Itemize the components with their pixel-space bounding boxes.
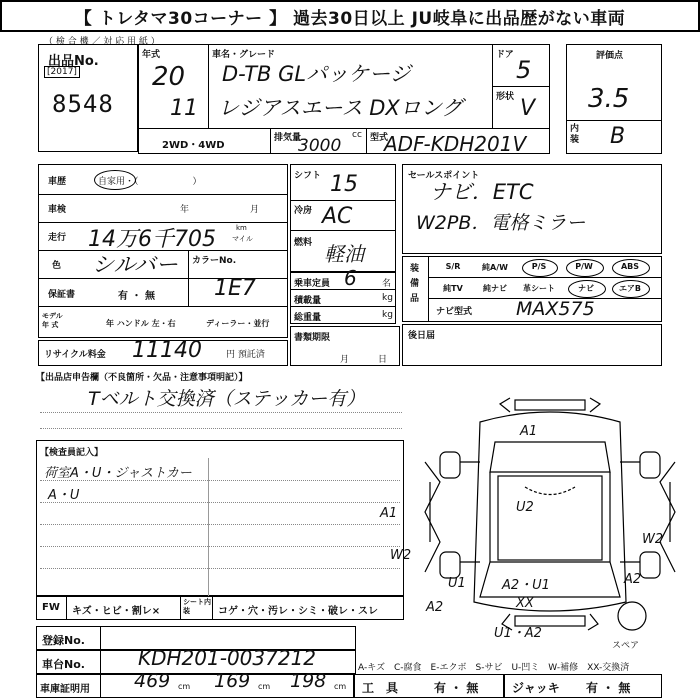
color-value: シルバー — [92, 253, 178, 278]
load-label: 積載量 — [294, 296, 322, 306]
cert-unit-2: cm — [258, 682, 271, 691]
chassis-label: 車台No. — [42, 658, 85, 671]
capacity-unit: 名 — [382, 279, 392, 289]
jack-label: ジャッキ — [512, 681, 560, 695]
damage-legend: A-キズ C-腐食 E-エクボ S-サビ U-凹ミ W-補修 XX-交換済 — [358, 663, 630, 673]
equip-navi: ナビ — [578, 284, 594, 293]
equip-airbag: エアB — [618, 284, 642, 293]
mileage-value: 14万6千705 — [88, 227, 216, 252]
cert-width: 169 — [214, 670, 251, 692]
equip-pw: P/W — [575, 262, 593, 271]
fuel-value: 軽油 — [324, 242, 364, 266]
model-year-label: モデル 年 式 — [42, 312, 63, 329]
reg-label: 登録No. — [42, 634, 85, 647]
color-code-value: 1E7 — [214, 276, 256, 301]
history-label: 車歴 — [48, 177, 67, 187]
shift-label: シフト — [294, 171, 322, 181]
navi-type-label: ナビ型式 — [436, 307, 473, 317]
mark-rear-a2: A2 — [426, 600, 444, 615]
navi-type-value: MAX575 — [516, 298, 595, 320]
tools-label: 工 具 — [362, 681, 399, 695]
mark-front-a1: A1 — [520, 424, 538, 439]
recycle-value: 11140 — [132, 338, 202, 363]
sales-line2: W2PB．電格ミラー — [416, 212, 586, 234]
mileage-unit: km — [236, 224, 247, 232]
interior-label: 内装 — [570, 124, 580, 145]
ac-value: AC — [322, 204, 353, 229]
inspector-line1: 荷室A・U・ジャストカー — [44, 466, 192, 481]
mark-roof-u2: U2 — [516, 500, 534, 515]
mark-rear-xx: XX — [516, 596, 534, 611]
history-value: 自家用・（ ） — [98, 177, 202, 187]
equip-ps: P/S — [531, 262, 547, 271]
mark-bumper-u1-a2: U1・A2 — [494, 626, 542, 641]
arrival-box — [402, 324, 662, 366]
mark-left-w2: W2 — [390, 548, 412, 563]
inspection-month: 月 — [250, 205, 260, 215]
displacement-value: 3000 — [298, 136, 342, 156]
cert-unit-3: cm — [334, 682, 347, 691]
score-value: 3.5 — [588, 84, 630, 114]
mark-right-w2: W2 — [642, 532, 664, 547]
equip-label: 装備品 — [410, 264, 420, 304]
equip-leather: 革シート — [523, 284, 555, 293]
model-label: 型式 — [370, 133, 389, 143]
mark-left-a1: A1 — [380, 506, 398, 521]
mark-rear-left-u1: U1 — [448, 576, 466, 591]
banner-title: 【 トレタマ30コーナー 】 過去30日以上 JU岐阜に出品歴がない車両 — [0, 0, 700, 32]
score-label: 評価点 — [596, 51, 624, 61]
interior-value: B — [610, 124, 626, 149]
dealer-label: ディーラー・並行 — [206, 319, 270, 328]
displacement-label: 排気量 — [274, 133, 302, 143]
docs-day: 日 — [378, 355, 388, 365]
load-unit: kg — [382, 293, 393, 303]
seat-label: シート内装 — [183, 598, 211, 615]
mileage-label: 走行 — [48, 233, 67, 243]
drive-label: 2WD・4WD — [162, 140, 225, 151]
docs-label: 書類期限 — [294, 333, 331, 343]
year-label: 年式 — [142, 50, 161, 60]
weight-unit: kg — [382, 310, 393, 320]
month-value: 11 — [170, 96, 198, 121]
arrival-label: 後日届 — [408, 331, 436, 341]
shape-label: 形状 — [496, 92, 515, 102]
spare-label: スペア — [612, 641, 640, 651]
warranty-label: 保証書 — [48, 290, 76, 300]
lot-number: 8548 — [52, 90, 114, 118]
mileage-unit2: マイル — [232, 235, 253, 243]
inspection-label: 車検 — [48, 205, 67, 215]
equip-abs: ABS — [620, 262, 640, 271]
lot-label: 出品No. — [48, 54, 99, 69]
displacement-unit: cc — [352, 130, 362, 140]
vehicle-damage-diagram — [400, 392, 700, 652]
year-tag: [2017] — [44, 66, 80, 78]
equip-tv: 純TV — [443, 284, 463, 293]
sales-line1: ナビ．ETC — [430, 180, 534, 204]
capacity-value: 6 — [344, 266, 357, 290]
color-code-label: カラーNo. — [192, 256, 237, 266]
header-crumb: （ 検 合 機 ／ 対 応 用 紙 ） — [44, 37, 160, 47]
fw-label: FW — [42, 602, 60, 613]
doors-label: ドア — [496, 50, 514, 60]
mark-rear-a2-u1: A2・U1 — [502, 578, 550, 593]
cert-label: 車庫証明用 — [40, 684, 90, 695]
fuel-label: 燃料 — [294, 238, 313, 248]
fw-items: キズ・ヒビ・割レ× — [72, 606, 161, 617]
equip-sr: S/R — [445, 262, 461, 271]
equip-genuine-navi: 純ナビ — [483, 284, 507, 293]
notes-label: 【出品店申告欄（不良箇所・欠品・注意事項明記）】 — [36, 373, 248, 383]
chassis-value: KDH201-0037212 — [138, 646, 317, 670]
inspection-year: 年 — [180, 205, 190, 215]
handle-label: 年 ハンドル 左・右 — [106, 319, 176, 328]
shape-value: V — [520, 96, 536, 121]
warranty-options: 有 ・ 無 — [118, 291, 155, 302]
shift-value: 15 — [330, 172, 358, 197]
seat-items: コゲ・穴・汚レ・シミ・破レ・スレ — [218, 606, 378, 617]
cert-length: 469 — [134, 670, 171, 692]
ac-label: 冷房 — [294, 206, 313, 216]
inspector-label: 【検査員記入】 — [40, 448, 104, 458]
capacity-label: 乗車定員 — [294, 279, 331, 289]
sales-label: セールスポイント — [408, 171, 480, 181]
year-value: 20 — [152, 62, 186, 92]
color-label: 色 — [52, 261, 62, 271]
mark-rear-right-a2: A2 — [624, 572, 642, 587]
notes-value: Tベルト交換済（ステッカー有） — [88, 388, 366, 410]
model-name-value: レジアスエース DXロング — [218, 96, 463, 120]
cert-height: 198 — [290, 670, 327, 692]
cert-unit-1: cm — [178, 682, 191, 691]
doors-value: 5 — [516, 56, 532, 84]
grade-value: D-TB GLパッケージ — [222, 62, 411, 86]
inspector-line2: A・U — [48, 488, 80, 503]
jack-options: 有 ・ 無 — [586, 681, 631, 695]
recycle-label: リサイクル料金 — [44, 350, 106, 360]
equip-alloy: 純A/W — [482, 263, 508, 272]
model-value: ADF-KDH201V — [384, 132, 527, 156]
recycle-unit: 円 預託済 — [226, 350, 265, 360]
name-label: 車名・グレード — [212, 50, 276, 60]
docs-month: 月 — [340, 355, 350, 365]
tools-options: 有 ・ 無 — [434, 681, 479, 695]
weight-label: 総重量 — [294, 313, 322, 323]
